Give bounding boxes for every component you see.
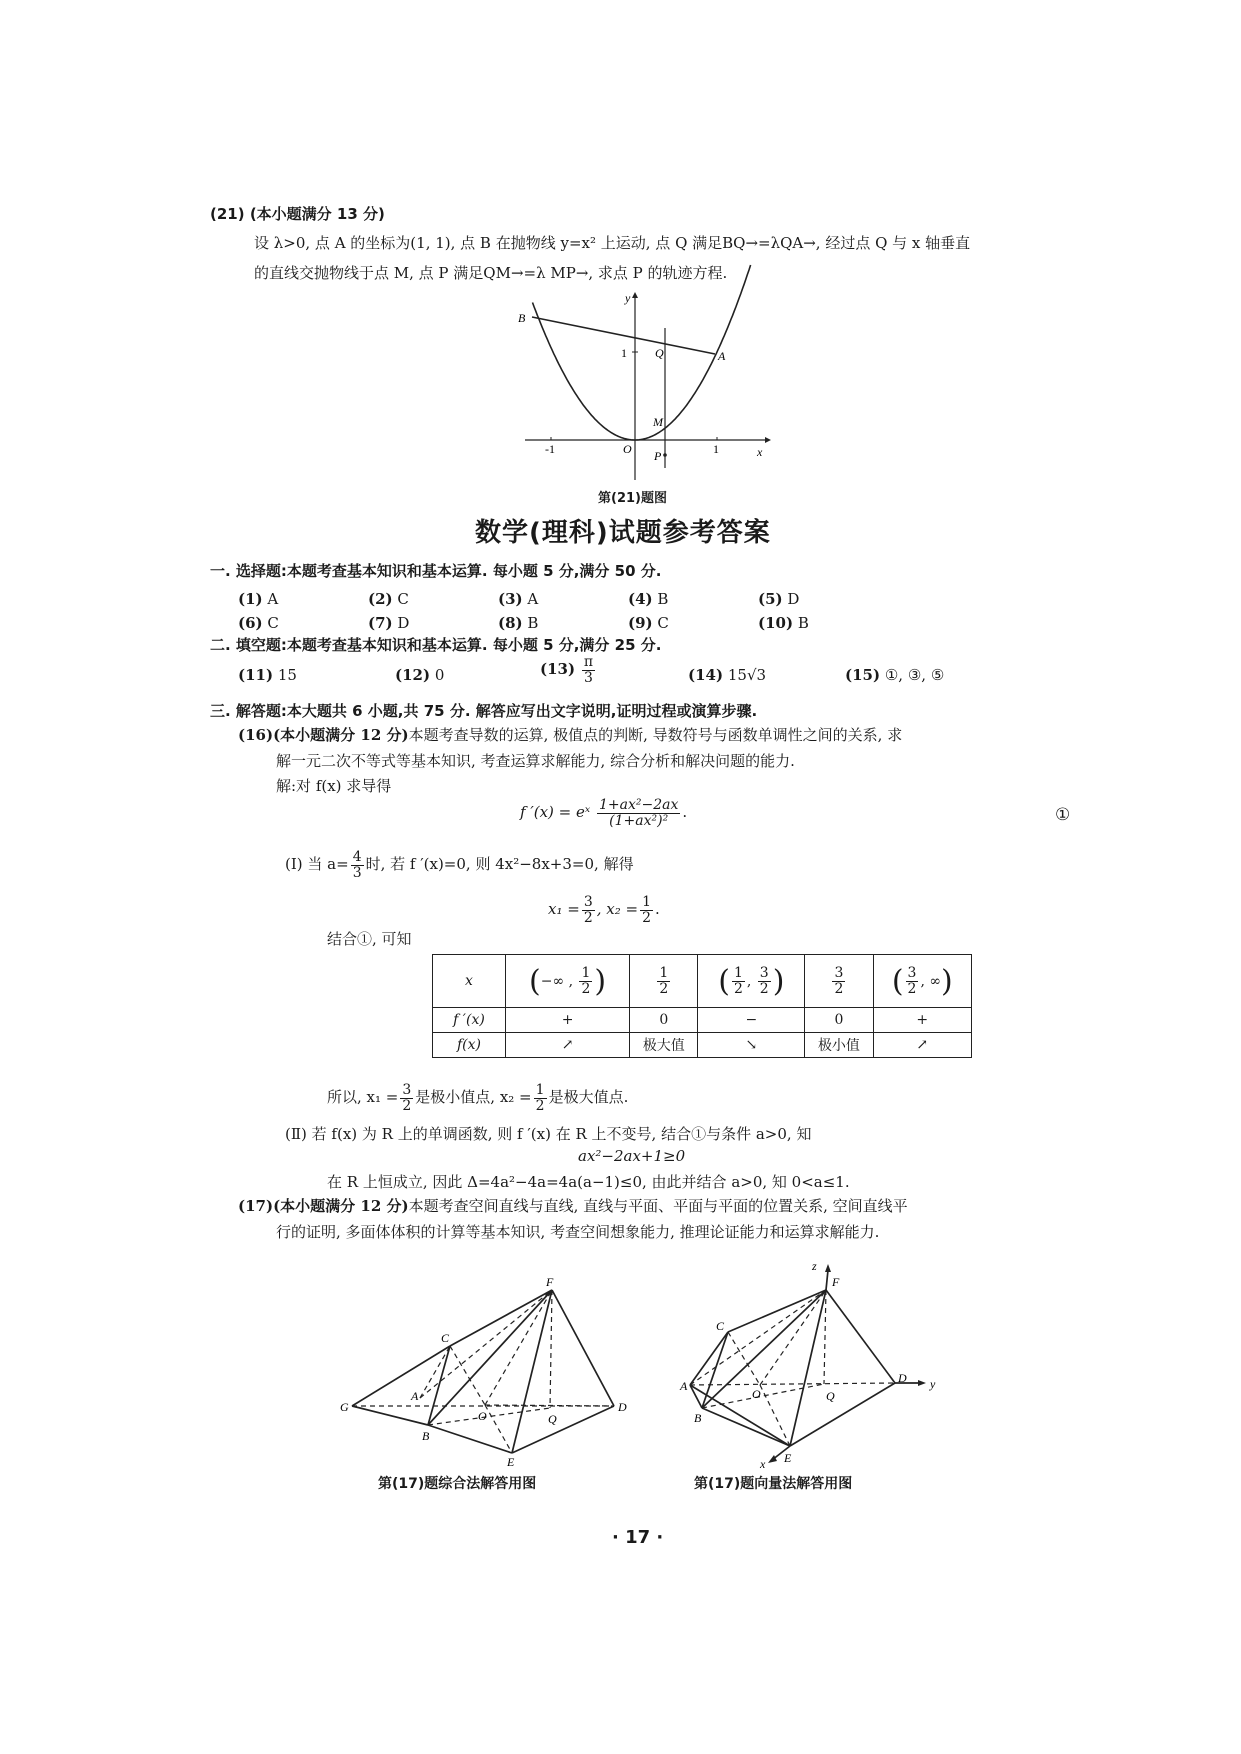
table-interval-1: (−∞ , $\frac{1}{2}$ ) [506,955,630,1008]
fig17b-label-O: O [752,1387,761,1401]
q17-intro-line1: (17)(本小题满分 12 分)本题考查空间直线与直线, 直线与平面、平面与平面的位置关系, 空间直线平 [238,1197,908,1215]
choice-answer: (7) D [368,614,410,632]
q16-eq-marker: ① [1055,805,1071,825]
fig17a-label-A: A [411,1389,419,1403]
fig17a-label-D: D [618,1400,627,1414]
fig17a-label-G: G [340,1400,349,1414]
q17-fig1-caption: 第(17)题综合法解答用图 [378,1476,537,1492]
fill-item-14: (14) 15√3 [688,666,767,684]
q16-solve: 解:对 f(x) 求导得 [276,777,392,795]
fig17a-label-Q: Q [548,1412,557,1426]
table-point-2: $\frac{3}{2}$ [805,955,873,1008]
table-interval-3: ( $\frac{3}{2}$ , ∞) [873,955,971,1008]
q17-vector-figure [680,1250,950,1470]
choice-answer: (1) A [238,590,279,608]
q21-number: (21) [210,205,245,223]
q21-line1: 设 λ>0, 点 A 的坐标为(1, 1), 点 B 在抛物线 y=x² 上运动, 点 Q 满足BQ→=λQA→, 经过点 Q 与 x 轴垂直 [254,234,971,252]
table-interval-2: ( $\frac{1}{2}$ , $\frac{3}{2}$ ) [698,955,805,1008]
fill-item-15: (15) ①, ③, ⑤ [845,666,945,684]
fig17b-label-y: y [930,1377,936,1391]
fig17b-label-z: z [812,1259,817,1273]
fig17b-label-C: C [716,1319,725,1333]
table-label-f: f(x) [433,1033,506,1058]
q16-roots: x₁ = $\frac{3}{2}$ , x₂ = $\frac{1}{2}$ . [548,894,660,926]
section1-header: 一. 选择题:本题考查基本知识和基本运算. 每小题 5 分,满分 50 分. [210,562,662,580]
fig17a-label-C: C [441,1331,450,1345]
fig21-label-B: B [518,311,526,325]
fig17b-label-A: A [680,1379,688,1393]
q16-derivative: f ′(x) = eˣ $\frac{\text{1+ax²−2ax}}{\text{(1+ax²)²}}$ . [520,797,688,829]
table-sign: + [873,1008,971,1033]
table-behavior: ↘ [698,1033,805,1058]
choice-answer: (6) C [238,614,279,632]
fig17a-label-F: F [546,1275,554,1289]
table-sign: + [506,1008,630,1033]
fill-item-11: (11) 15 [238,666,297,684]
choice-answer: (3) A [498,590,539,608]
q16-combine: 结合①, 可知 [327,930,412,948]
table-point-1: $\frac{1}{2}$ [630,955,698,1008]
table-label-fprime: f ′(x) [433,1008,506,1033]
fig17a-label-B: B [422,1429,430,1443]
fig17b-label-x: x [760,1457,766,1471]
q16-part1-line: (Ⅰ) 当 a= $\frac{4}{3}$ 时, 若 f ′(x)=0, 则 4x²−8x+3=0, 解得 [285,849,634,881]
q21-figure-caption: 第(21)题图 [598,491,667,506]
page-number: · 17 · [612,1527,664,1548]
q17-intro-line2: 行的证明, 多面体体积的计算等基本知识, 考查空间想象能力, 推理论证能力和运算求解能力. [276,1223,880,1241]
fig21-tick-1y: 1 [621,346,627,360]
fig21-label-A: A [718,349,726,363]
fig21-x-label: x [757,445,763,459]
q16-intro-line2: 解一元二次不等式等基本知识, 考查运算求解能力, 综合分析和解决问题的能力. [276,752,795,770]
q16-intro-line1: (16)(本小题满分 12 分)本题考查导数的运算, 极值点的判断, 导数符号与函数单调性之间的关系, 求 [238,726,903,744]
q21-line2: 的直线交抛物线于点 M, 点 P 满足QM→=λ MP→, 求点 P 的轨迹方程. [254,264,728,282]
fig21-y-label: y [625,291,631,305]
table-sign: 0 [805,1008,873,1033]
table-behavior: ↗ [873,1033,971,1058]
section3-header: 三. 解答题:本大题共 6 小题,共 75 分. 解答应写出文字说明,证明过程或演算步骤. [210,702,758,720]
fig17a-label-O: O [478,1409,487,1423]
choice-answer: (8) B [498,614,539,632]
table-sign: 0 [630,1008,698,1033]
fig17b-label-F: F [832,1275,840,1289]
fig21-label-M: M [653,415,663,429]
q16-part2-ineq: ax²−2ax+1≥0 [578,1147,686,1165]
choice-answer: (4) B [628,590,669,608]
fig17b-label-D: D [898,1371,907,1385]
choice-answer: (5) D [758,590,800,608]
fig21-label-Q: Q [655,346,664,360]
q16-part2-line3: 在 R 上恒成立, 因此 Δ=4a²−4a=4a(a−1)≤0, 由此并结合 a>0, 知 0<a≤1. [327,1173,850,1191]
table-behavior: 极小值 [805,1033,873,1058]
choice-answer: (9) C [628,614,669,632]
fig21-tick-1x: 1 [713,442,719,456]
fig17b-label-B: B [694,1411,702,1425]
fig17a-label-E: E [507,1455,515,1469]
answers-title: 数学(理科)试题参考答案 [475,518,771,548]
sign-table [432,954,972,1058]
q16-conclusion: 所以, x₁ = $\frac{3}{2}$ 是极小值点, x₂ = $\frac{1}{2}$ 是极大值点. [327,1082,629,1114]
table-behavior: ↗ [506,1033,630,1058]
fill-item-12: (12) 0 [395,666,445,684]
q16-part2-line1: (Ⅱ) 若 f(x) 为 R 上的单调函数, 则 f ′(x) 在 R 上不变号, 结合①与条件 a>0, 知 [285,1125,812,1143]
fig21-label-O: O [623,442,632,456]
q17-fig2-caption: 第(17)题向量法解答用图 [694,1476,853,1492]
table-sign: − [698,1008,805,1033]
section2-header: 二. 填空题:本题考查基本知识和基本运算. 每小题 5 分,满分 25 分. [210,636,662,654]
choice-answer: (2) C [368,590,409,608]
fill-item-13: (13) $\frac{\pi}{3}$ [540,654,594,686]
table-behavior: 极大值 [630,1033,698,1058]
fig21-tick-neg1: -1 [545,442,555,456]
table-label-x: x [433,955,506,1008]
q21-header: (本小题满分 13 分) [249,205,385,223]
fig17b-label-Q: Q [826,1389,835,1403]
fig21-label-P: P [654,449,662,463]
choice-answer: (10) B [758,614,809,632]
fig17b-label-E: E [784,1451,792,1465]
q17-synthetic-figure [340,1270,650,1469]
q21-parabola-figure [515,290,775,480]
